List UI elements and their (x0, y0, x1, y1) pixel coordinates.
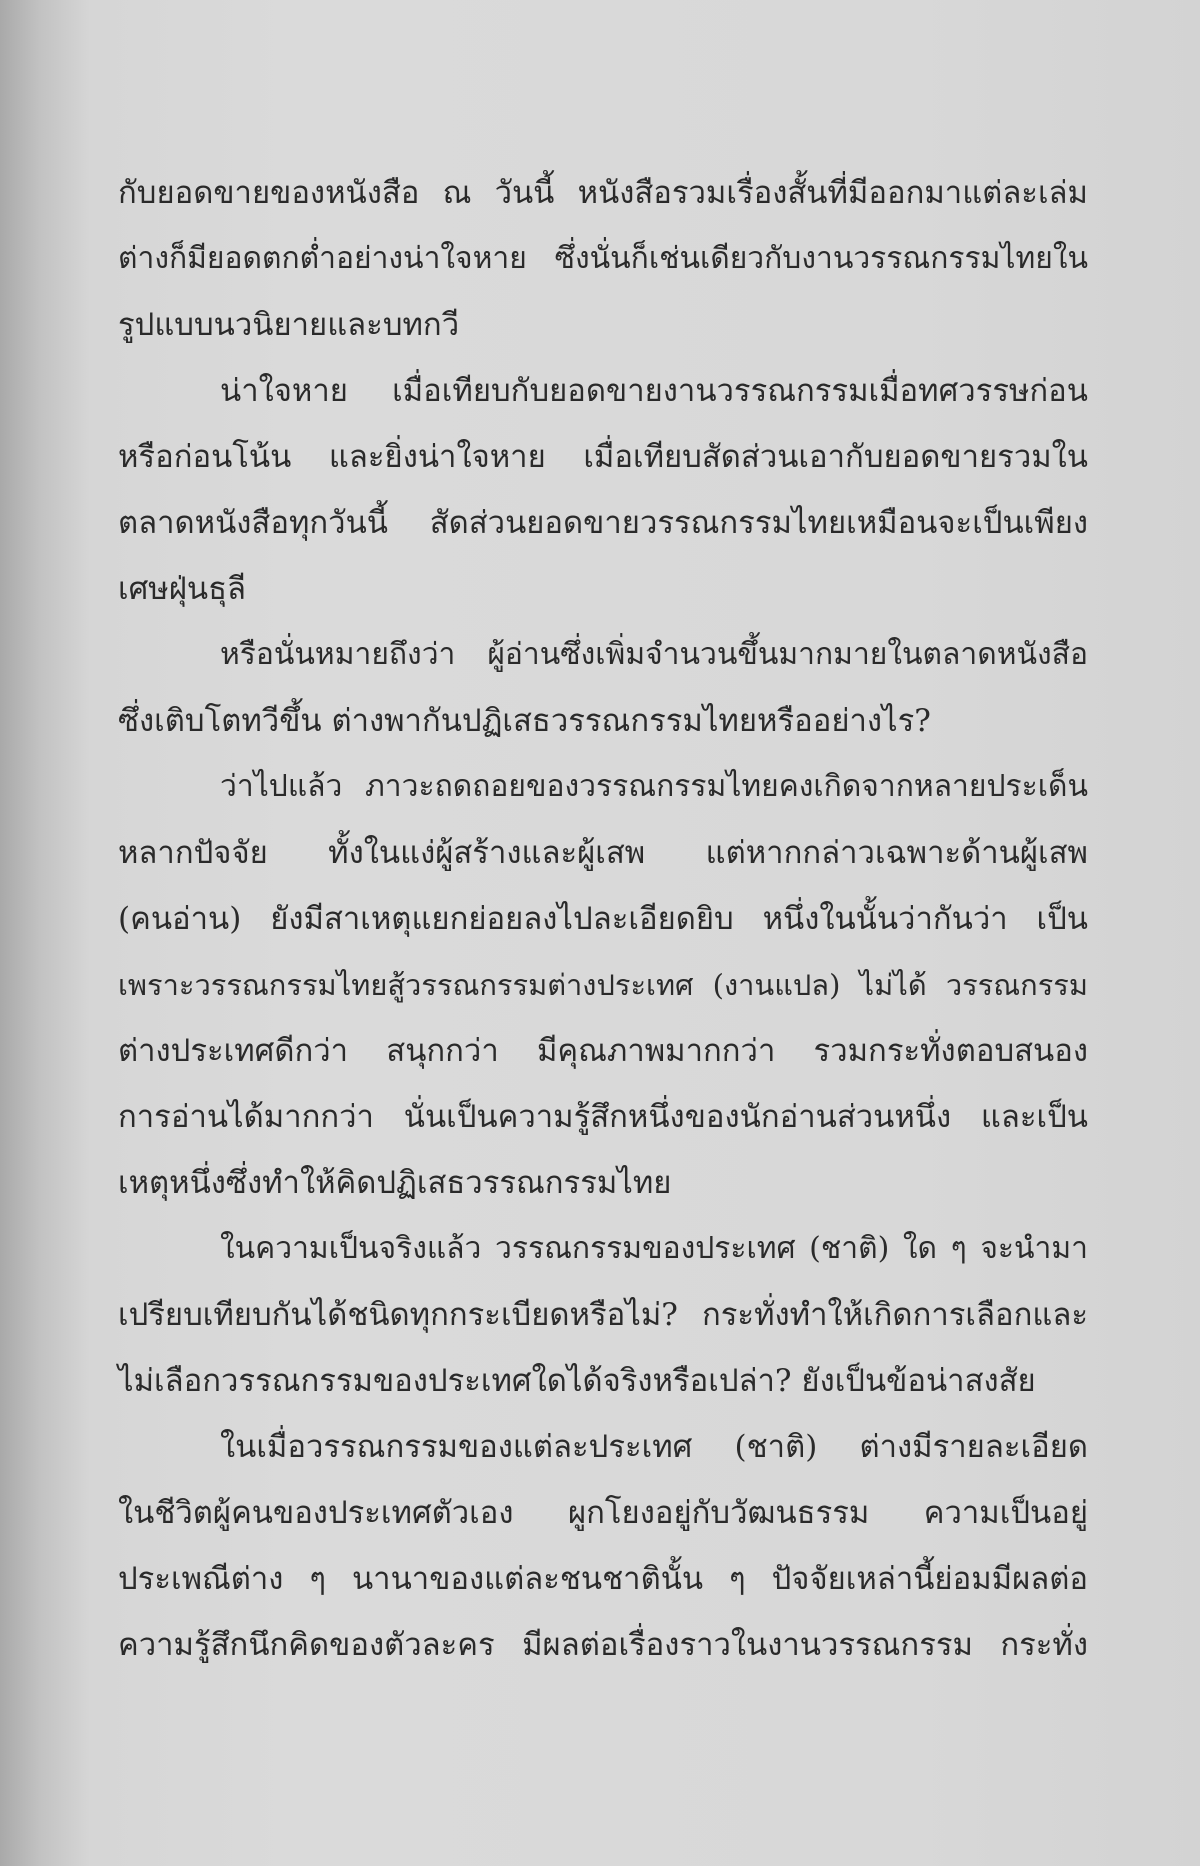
text-line-11: หลากปัจจัย ทั้งในแง่ผู้สร้างและผู้เสพ แต่หากกล่าวเฉพาะด้านผู้เสพ (118, 835, 1088, 871)
text-line-22: ประเพณีต่าง ๆ นานาของแต่ละชนชาตินั้น ๆ ปัจจัยเหล่านี้ย่อมมีผลต่อ (118, 1561, 1088, 1597)
text-line-8: หรือนั่นหมายถึงว่า ผู้อ่านซึ่งเพิ่มจำนวนขึ้นมากมายในตลาดหนังสือ (220, 637, 1088, 672)
text-line-18: เปรียบเทียบกันได้ชนิดทุกกระเบียดหรือไม่? กระทั่งทำให้เกิดการเลือกและ (118, 1297, 1088, 1333)
text-line-19: ไม่เลือกวรรณกรรมของประเทศใดได้จริงหรือเปล่า? ยังเป็นข้อน่าสงสัย (118, 1363, 1036, 1399)
text-line-7: เศษฝุ่นธุลี (118, 571, 246, 607)
text-line-15: การอ่านได้มากกว่า นั่นเป็นความรู้สึกหนึ่งของนักอ่านส่วนหนึ่ง และเป็น (118, 1099, 1088, 1135)
text-line-5: หรือก่อนโน้น และยิ่งน่าใจหาย เมื่อเทียบสัดส่วนเอากับยอดขายรวมใน (118, 439, 1088, 475)
text-line-10: ว่าไปแล้ว ภาวะถดถอยของวรรณกรรมไทยคงเกิดจากหลายประเด็น (220, 769, 1088, 804)
text-line-9: ซึ่งเติบโตทวีขึ้น ต่างพากันปฏิเสธวรรณกรรมไทยหรืออย่างไร? (118, 703, 931, 739)
text-line-13: เพราะวรรณกรรมไทยสู้วรรณกรรมต่างประเทศ (งานแปล) ไม่ได้ วรรณกรรม (118, 968, 1088, 1002)
text-line-1: กับยอดขายของหนังสือ ณ วันนี้ หนังสือรวมเรื่องสั้นที่มีออกมาแต่ละเล่ม (118, 175, 1088, 211)
text-line-2: ต่างก็มียอดตกต่ำอย่างน่าใจหาย ซึ่งนั่นก็เช่นเดียวกับงานวรรณกรรมไทยใน (118, 241, 1088, 276)
text-line-4: น่าใจหาย เมื่อเทียบกับยอดขายงานวรรณกรรมเมื่อทศวรรษก่อน (220, 373, 1088, 409)
text-line-12: (คนอ่าน) ยังมีสาเหตุแยกย่อยลงไปละเอียดยิบ หนึ่งในนั้นว่ากันว่า เป็น (118, 901, 1088, 937)
text-line-16: เหตุหนึ่งซึ่งทำให้คิดปฏิเสธวรรณกรรมไทย (118, 1165, 672, 1201)
text-line-21: ในชีวิตผู้คนของประเทศตัวเอง ผูกโยงอยู่กับวัฒนธรรม ความเป็นอยู่ (118, 1495, 1088, 1531)
text-line-3: รูปแบบนวนิยายและบทกวี (118, 307, 460, 343)
text-line-6: ตลาดหนังสือทุกวันนี้ สัดส่วนยอดขายวรรณกรรมไทยเหมือนจะเป็นเพียง (118, 505, 1088, 541)
text-line-20: ในเมื่อวรรณกรรมของแต่ละประเทศ (ชาติ) ต่างมีรายละเอียด (220, 1429, 1088, 1465)
text-line-17: ในความเป็นจริงแล้ว วรรณกรรมของประเทศ (ชาติ) ใด ๆ จะนำมา (220, 1231, 1088, 1266)
text-line-14: ต่างประเทศดีกว่า สนุกกว่า มีคุณภาพมากกว่า รวมกระทั่งตอบสนอง (118, 1033, 1088, 1069)
text-line-23: ความรู้สึกนึกคิดของตัวละคร มีผลต่อเรื่องราวในงานวรรณกรรม กระทั่ง (118, 1627, 1088, 1663)
